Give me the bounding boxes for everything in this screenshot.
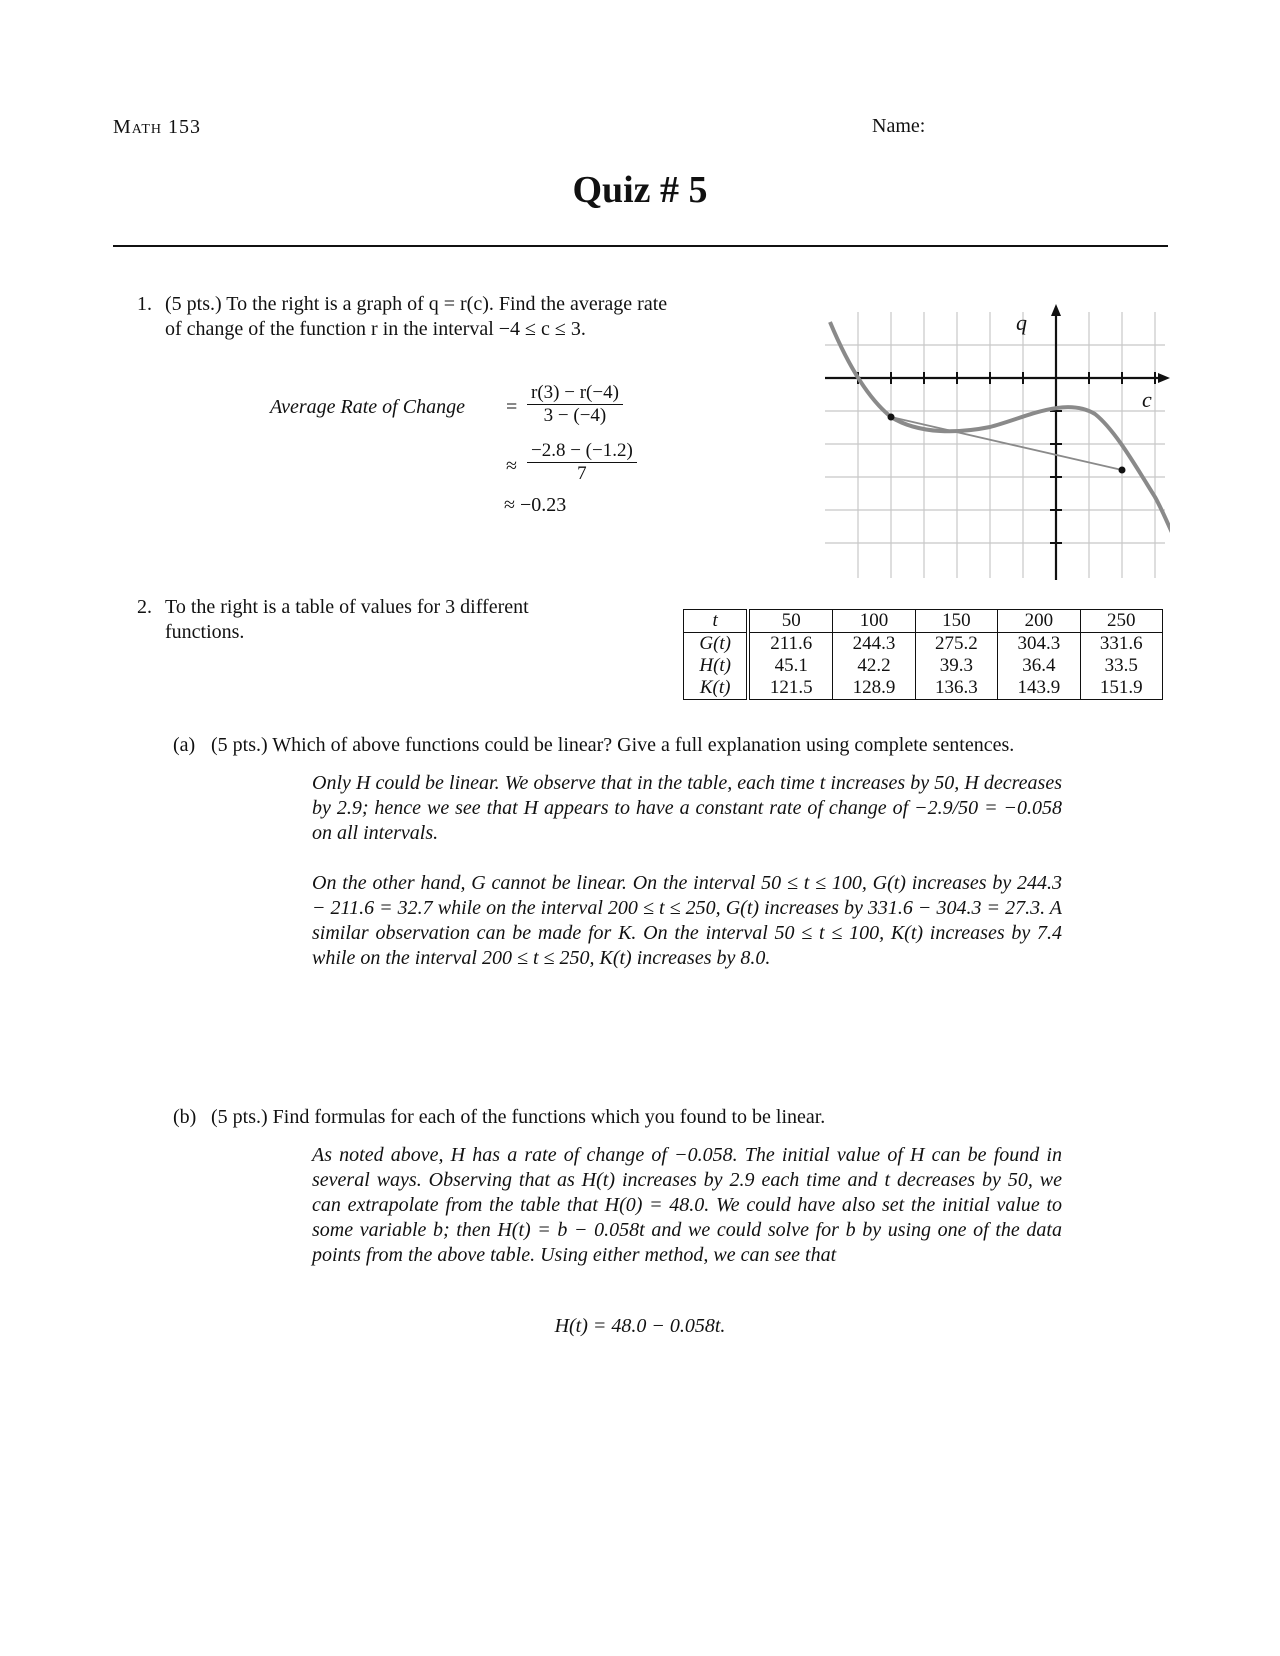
fraction-2-numerator: −2.8 − (−1.2) — [527, 440, 637, 463]
c-axis-arrow — [1158, 373, 1170, 383]
part-a-answer-2: On the other hand, G cannot be linear. On the interval 50 ≤ t ≤ 100, G(t) increases by 244.3 − 211.6 = 32.7 while on the interval 200 ≤ t ≤ 250, G(t) increases by 331.6 − 304.3 = 27.3. A similar observation can be made for K. On the interval 50 ≤ t ≤ 100, K(t) increases by 7.4 while on the interval 200 ≤ t ≤ 250, K(t) increases by 8.0. — [312, 872, 1062, 969]
q1-prompt-line2: of change of the function r in the interval −4 ≤ c ≤ 3. — [165, 318, 586, 340]
table-cell: 121.5 — [748, 677, 832, 700]
part-b-prompt: (5 pts.) Find formulas for each of the functions which you found to be linear. — [211, 1106, 826, 1128]
avg-rate-label: Average Rate of Change — [270, 396, 465, 418]
part-a-label: (a) — [173, 734, 196, 756]
secant-point-right — [1119, 467, 1126, 474]
course-label: Math 153 — [113, 116, 202, 138]
name-label: Name: — [872, 115, 926, 137]
table-cell: 143.9 — [998, 677, 1080, 700]
function-graph — [820, 300, 1170, 585]
values-table — [683, 609, 1163, 700]
part-b-label: (b) — [173, 1106, 197, 1128]
table-cell: 331.6 — [1080, 633, 1162, 656]
table-cell: 42.2 — [833, 655, 915, 677]
table-header-cell: 200 — [998, 610, 1080, 633]
table-header-cell: 100 — [833, 610, 915, 633]
q-axis-arrow — [1051, 304, 1061, 316]
q1-number: 1. — [137, 293, 152, 315]
table-header-cell: 150 — [915, 610, 997, 633]
table-cell: G(t) — [684, 633, 749, 656]
table-row — [684, 655, 1163, 677]
grid-lines — [825, 312, 1165, 578]
part-a-answer-1: Only H could be linear. We observe that in the table, each time t increases by 50, H decreases by 2.9; hence we see that H appears to have a constant rate of change of −2.9/50 = −0.058 on all intervals. — [312, 772, 1062, 844]
q2-prompt — [165, 595, 605, 645]
table-cell: 136.3 — [915, 677, 997, 700]
part-b-answer: As noted above, H has a rate of change of −0.058. The initial value of H can be found in several ways. Observing that as H(t) increases by 2.9 each time and t decreases by 50, we can extrapolate from the table that H(0) = 48.0. We could have also set the initial value to some variable b; then H(t) = b − 0.058t and we could solve for b by using one of the data points from the above table. Using either method, we can see that — [312, 1144, 1062, 1266]
fraction-1-denominator: 3 − (−4) — [543, 405, 607, 426]
table-cell: 36.4 — [998, 655, 1080, 677]
table-cell: 39.3 — [915, 655, 997, 677]
table-cell: 275.2 — [915, 633, 997, 656]
q2-number: 2. — [137, 596, 152, 618]
fraction-2 — [527, 440, 637, 485]
table-cell: 45.1 — [748, 655, 832, 677]
approx-sign: ≈ — [506, 455, 517, 477]
table-header-cell: 50 — [748, 610, 832, 633]
table-cell: 304.3 — [998, 633, 1080, 656]
fraction-1-numerator: r(3) − r(−4) — [527, 382, 623, 405]
part-b-formula: H(t) = 48.0 − 0.058t. — [554, 1315, 726, 1337]
fraction-1 — [527, 382, 623, 427]
q-axis-label: q — [1016, 310, 1027, 335]
q2-prompt-line2: functions. — [165, 621, 245, 643]
table-cell: 151.9 — [1080, 677, 1162, 700]
q1-prompt — [165, 292, 785, 342]
axes — [825, 314, 1160, 580]
table-cell: H(t) — [684, 655, 749, 677]
table-cell: 33.5 — [1080, 655, 1162, 677]
fraction-2-denominator: 7 — [577, 463, 587, 484]
page-title: Quiz # 5 — [572, 169, 708, 211]
equals-sign: = — [506, 396, 518, 418]
part-a-prompt: (5 pts.) Which of above functions could be linear? Give a full explanation using complete sentences. — [211, 734, 1015, 756]
table-cell: 211.6 — [748, 633, 832, 656]
c-axis-label: c — [1142, 387, 1152, 412]
table-cell: 128.9 — [833, 677, 915, 700]
secant-point-left — [888, 414, 895, 421]
table-cell: K(t) — [684, 677, 749, 700]
q1-prompt-line1: (5 pts.) To the right is a graph of q = r(c). Find the average rate — [165, 293, 668, 315]
table-header-cell: t — [684, 610, 749, 633]
table-row — [684, 633, 1163, 656]
q1-result: ≈ −0.23 — [504, 494, 567, 516]
table-header-row — [684, 610, 1163, 633]
axis-ticks — [858, 372, 1155, 543]
table-row — [684, 677, 1163, 700]
function-curve — [830, 322, 1170, 548]
table-header-cell: 250 — [1080, 610, 1162, 633]
header-rule — [113, 245, 1168, 247]
q2-prompt-line1: To the right is a table of values for 3 different — [165, 596, 529, 618]
table-cell: 244.3 — [833, 633, 915, 656]
